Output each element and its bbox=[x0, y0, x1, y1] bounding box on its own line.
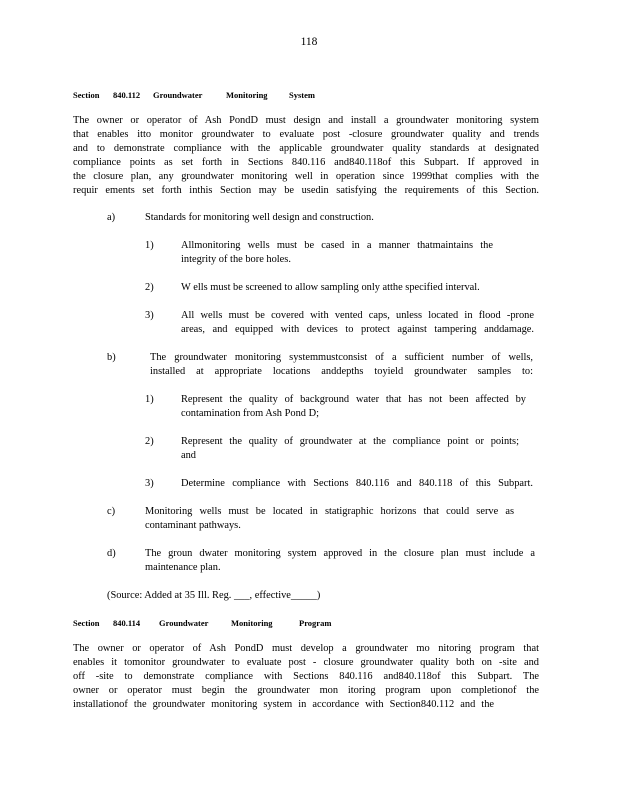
text-line: installationof the groundwater monitoring system in accordance with Section840.112 and the bbox=[73, 699, 494, 710]
section-word: Monitoring bbox=[231, 618, 273, 628]
text-line: The groundwater monitoring systemmustconsist of a sufficient number of wells, bbox=[150, 352, 533, 363]
subitem-label: 1) bbox=[145, 240, 154, 251]
section-word: Groundwater bbox=[153, 90, 203, 100]
item-text-c bbox=[145, 505, 514, 533]
subitem-text bbox=[181, 239, 493, 267]
text-line: enables it tomonitor groundwater to evaluate post - closure groundwater quality both on -site and bbox=[73, 657, 539, 668]
text-line: and to demonstrate compliance with the applicable groundwater quality standards at designated bbox=[73, 143, 539, 154]
paragraph-840-112 bbox=[73, 114, 539, 198]
text-line: compliance points as set forth in Sections 840.116 and840.118of this Subpart. If approved in bbox=[73, 157, 539, 168]
text-line: requir ements set forth inthis Section may be usedin satisfying the requirements of this Section. bbox=[73, 185, 539, 196]
page-number: 118 bbox=[300, 36, 318, 48]
section-id: 840.114 bbox=[113, 618, 141, 628]
section-word: Monitoring bbox=[226, 90, 268, 100]
text-line: Represent the quality of background water that has not been affected by bbox=[181, 394, 526, 405]
item-text-b bbox=[150, 351, 533, 379]
item-text-d bbox=[145, 547, 535, 575]
text-line: owner or operator must begin the groundwater mon itoring program upon completionof the bbox=[73, 685, 539, 696]
source-note bbox=[107, 589, 320, 603]
subitem-label: 2) bbox=[145, 282, 154, 293]
text-line: Allmonitoring wells must be cased in a manner thatmaintains the bbox=[181, 240, 493, 251]
section-label: Section bbox=[73, 618, 100, 628]
section-word: System bbox=[289, 90, 315, 100]
section-id: 840.112 bbox=[113, 90, 141, 100]
text-line: The groun dwater monitoring system approved in the closure plan must include a bbox=[145, 548, 535, 559]
subitem-text bbox=[181, 435, 519, 463]
text-line: installed at appropriate locations anddepths toyield groundwater samples to: bbox=[150, 366, 533, 377]
item-label-c: c) bbox=[107, 506, 116, 517]
subitem-text bbox=[181, 309, 534, 337]
text-line: W ells must be screened to allow sampling only atthe specified interval. bbox=[181, 282, 480, 293]
text-line: The owner or operator of Ash PondD must design and install a groundwater monitoring system bbox=[73, 115, 539, 126]
subitem-label: 1) bbox=[145, 394, 154, 405]
text-line: off -site to demonstrate compliance with Sections 840.116 and840.118of this Subpart. The bbox=[73, 671, 539, 682]
section-word: Program bbox=[299, 618, 332, 628]
subitem-label: 3) bbox=[145, 478, 154, 489]
text-line: All wells must be covered with vented caps, unless located in flood -prone bbox=[181, 310, 534, 321]
item-label-b: b) bbox=[107, 352, 116, 363]
subitem-label: 3) bbox=[145, 310, 154, 321]
text-line: contaminant pathways. bbox=[145, 520, 241, 531]
text-line: (Source: Added at 35 Ill. Reg. ___, effective_____) bbox=[107, 590, 321, 601]
item-text-a bbox=[145, 211, 374, 225]
text-line: Standards for monitoring well design and construction. bbox=[145, 212, 374, 223]
text-line: Represent the quality of groundwater at the compliance point or points; bbox=[181, 436, 519, 447]
text-line: that enables itto monitor groundwater to evaluate post -closure groundwater quality and trends bbox=[73, 129, 539, 140]
text-line: The owner or operator of Ash PondD must develop a groundwater mo nitoring program that bbox=[73, 643, 539, 654]
text-line: Monitoring wells must be located in statigraphic horizons that could serve as bbox=[145, 506, 514, 517]
section-label: Section bbox=[73, 90, 100, 100]
subitem-text bbox=[181, 393, 526, 421]
text-line: contamination from Ash Pond D; bbox=[181, 408, 319, 419]
paragraph-840-114 bbox=[73, 642, 539, 712]
subitem-text bbox=[181, 281, 480, 295]
subitem-label: 2) bbox=[145, 436, 154, 447]
item-label-d: d) bbox=[107, 548, 116, 559]
item-label-a: a) bbox=[107, 212, 116, 223]
subitem-text bbox=[181, 477, 533, 491]
text-line: the closure plan, any groundwater monitoring well in operation since 1999that complies with the bbox=[73, 171, 539, 182]
text-line: and bbox=[181, 450, 197, 461]
text-line: maintenance plan. bbox=[145, 562, 221, 573]
text-line: integrity of the bore holes. bbox=[181, 254, 291, 265]
text-line: areas, and equipped with devices to protect against tampering anddamage. bbox=[181, 324, 534, 335]
text-line: Determine compliance with Sections 840.116 and 840.118 of this Subpart. bbox=[181, 478, 533, 489]
section-word: Groundwater bbox=[159, 618, 209, 628]
